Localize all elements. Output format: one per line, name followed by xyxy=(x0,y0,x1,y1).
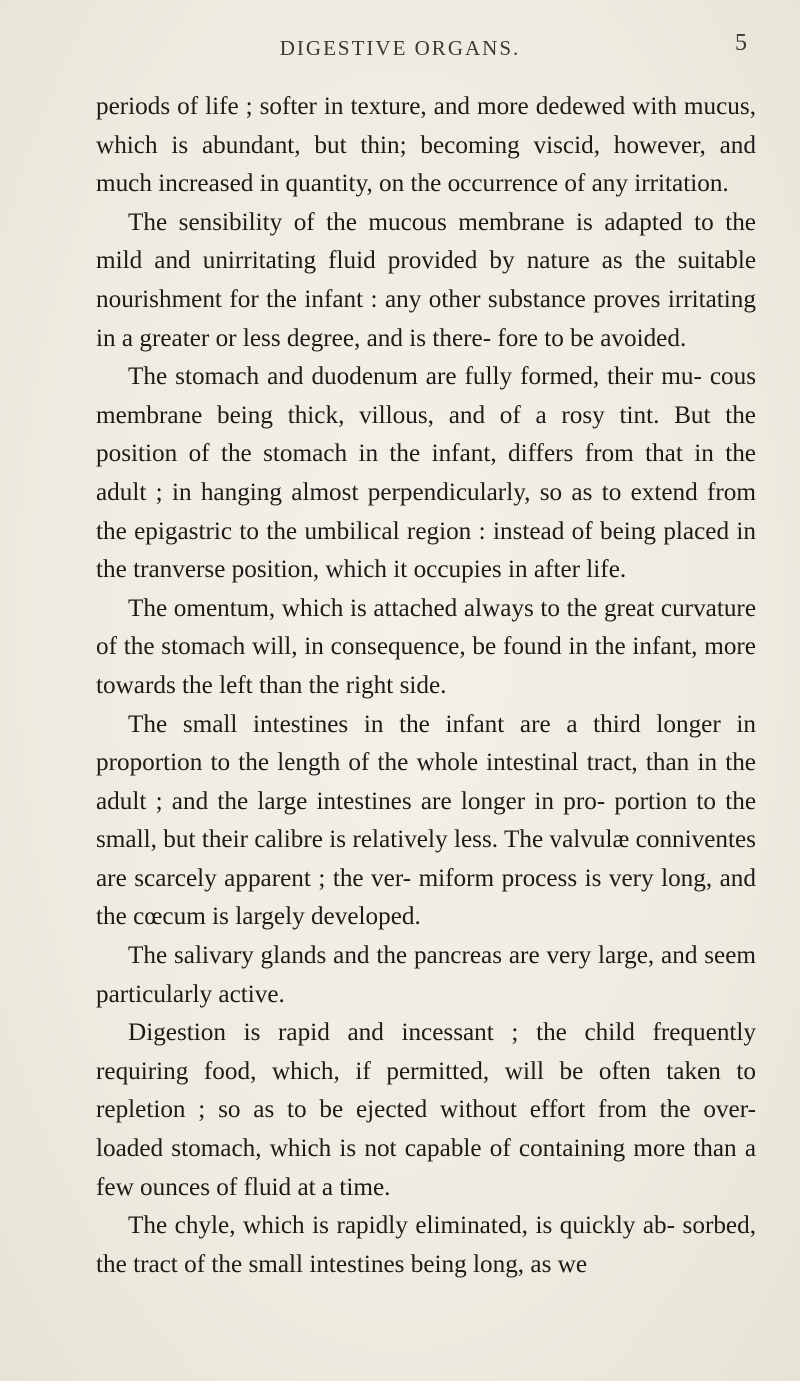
paragraph-omentum: The omentum, which is attached always to the great curvature of the stomach will, in consequence, be found in the infant, more towards the left than the right side. xyxy=(96,594,756,699)
running-title: DIGESTIVE ORGANS. xyxy=(279,36,521,60)
paragraph-stomach: The stomach and duodenum are fully formed, their mu- cous membrane being thick, villous, and of a rosy tint. But the position of the stomach in the infant, differs from that in the adult ; in hanging almost perpendicularly, so as to extend from the epigastric to the umbilical region : instead of being placed in the tranverse position, which it occupies in after life. xyxy=(96,363,756,584)
body-text xyxy=(96,88,756,1284)
paragraph-sensibility: The sensibility of the mucous membrane is adapted to the mild and unirritating fluid provided by nature as the suitable nourishment for the infant : any other substance proves irritating in a greater or less degree, and is there- fore to be avoided. xyxy=(96,208,756,352)
paragraph-chyle: The chyle, which is rapidly eliminated, is quickly ab- sorbed, the tract of the small intestines being long, as we xyxy=(96,1212,756,1278)
running-head xyxy=(0,30,800,66)
page-number: 5 xyxy=(735,30,747,56)
paragraph-continued: periods of life ; softer in texture, and more dedewed with mucus, which is abundant, but thin; becoming viscid, however, and much increased in quantity, on the occurrence of any irritation. xyxy=(96,93,756,198)
paragraph-intestines: The small intestines in the infant are a third longer in proportion to the length of the whole intestinal tract, than in the adult ; and the large intestines are longer in pro- portion to the small, but their calibre is relatively less. The valvulæ conniventes are scarcely apparent ; the ver- miform process is very long, and the cœcum is largely developed. xyxy=(96,710,756,931)
paragraph-glands: The salivary glands and the pancreas are very large, and seem particularly active. xyxy=(96,942,756,1008)
paragraph-digestion: Digestion is rapid and incessant ; the child frequently requiring food, which, if permitted, will be often taken to repletion ; so as to be ejected without effort from the over- loaded stomach, which is not capable of containing more than a few ounces of fluid at a time. xyxy=(96,1019,756,1201)
